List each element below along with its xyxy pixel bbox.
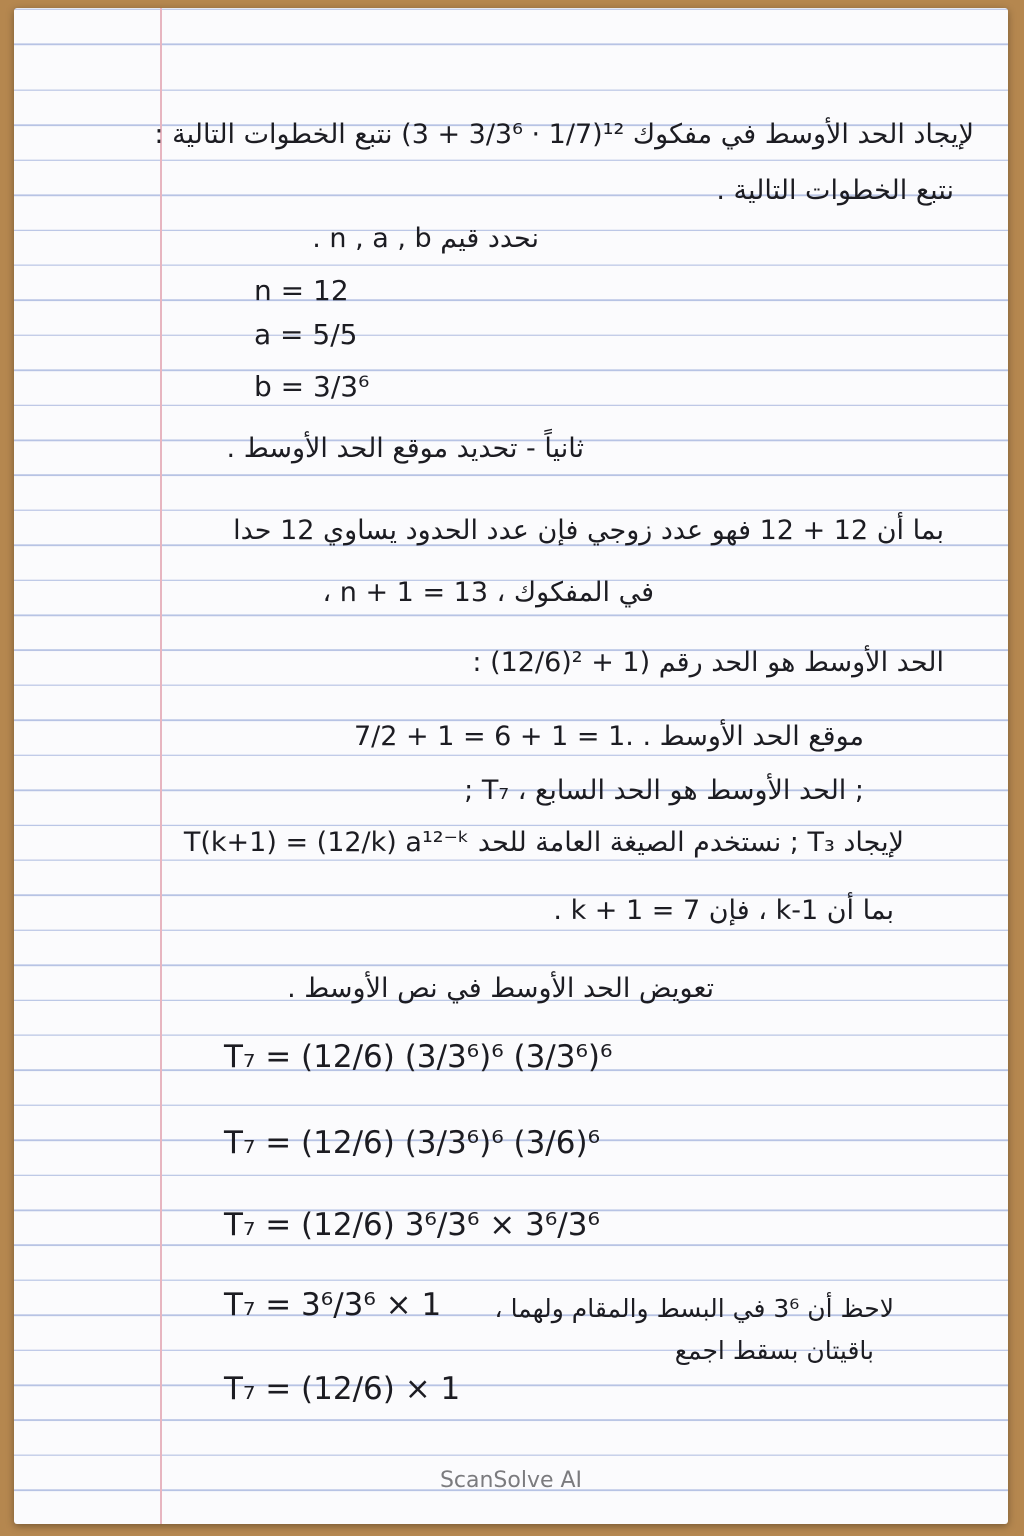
text-line-7: ثانياً - تحديد موقع الحد الأوسط . (226, 433, 584, 464)
b-value: b = 3/3⁶ (254, 370, 370, 403)
text-line-10: الحد الأوسط هو الحد رقم ‪(12/6)² + 1)‬ : (472, 647, 944, 678)
text-line-20: باقيتان بسقط اجمع (674, 1336, 874, 1365)
equation-t7-step-1: T₇ = (12/6) (3/3⁶)⁶ (3/3⁶)⁶ (224, 1039, 613, 1075)
text-line-1: لإيجاد الحد الأوسط في مفكوك ‪(3 + 3/3⁶ · 1/7)¹²‬ نتبع الخطوات التالية : (154, 119, 974, 150)
text-line-12: ; الحد الأوسط هو الحد السابع ، ‪T₇‬ ; (464, 775, 864, 806)
watermark: ScanSolve AI (439, 1468, 583, 1493)
text-line-8: بما أن ‪12 + 12‬ فهو عدد زوجي فإن عدد الحدود يساوي ‪12‬ حدا (233, 515, 944, 546)
equation-t7-step-4: T₇ = 3⁶/3⁶ × 1 (224, 1287, 442, 1323)
equation-t7-step-2: T₇ = (12/6) (3/3⁶)⁶ (3/6)⁶ (224, 1125, 600, 1161)
a-value: a = 5/5 (254, 318, 358, 351)
text-line-13: لإيجاد ‪T₃‬ ; نستخدم الصيغة العامة للحد ‪T(k+1) = (12/k) a¹²⁻ᵏ‬ (183, 827, 904, 858)
text-line-9: في المفكوك ، ‪n + 1 = 13‬ ، (322, 577, 654, 608)
text-line-14: بما أن ‪k-1‬ ، فإن ‪k + 1 = 7‬ . (553, 895, 894, 926)
text-line-2: نتبع الخطوات التالية . (716, 175, 954, 206)
equation-t7-final: T₇ = (12/6) × 1 (224, 1371, 461, 1407)
equation-t7-step-3: T₇ = (12/6) 3⁶/3⁶ × 3⁶/3⁶ (224, 1207, 600, 1243)
notebook-page (14, 8, 1008, 1524)
text-line-15: تعويض الحد الأوسط في نص الأوسط . (287, 973, 714, 1004)
text-line-3: نحدد قيم ‪n , a , b‬ . (312, 223, 539, 254)
n-value: n = 12 (254, 274, 349, 307)
note-line: لاحظ أن ‪3⁶‬ في البسط والمقام ولهما ، (494, 1294, 894, 1323)
margin-line (160, 8, 162, 1524)
text-line-11: موقع الحد الأوسط . ‪7/2 + 1 = 6 + 1 = 1.‬ (353, 721, 864, 752)
